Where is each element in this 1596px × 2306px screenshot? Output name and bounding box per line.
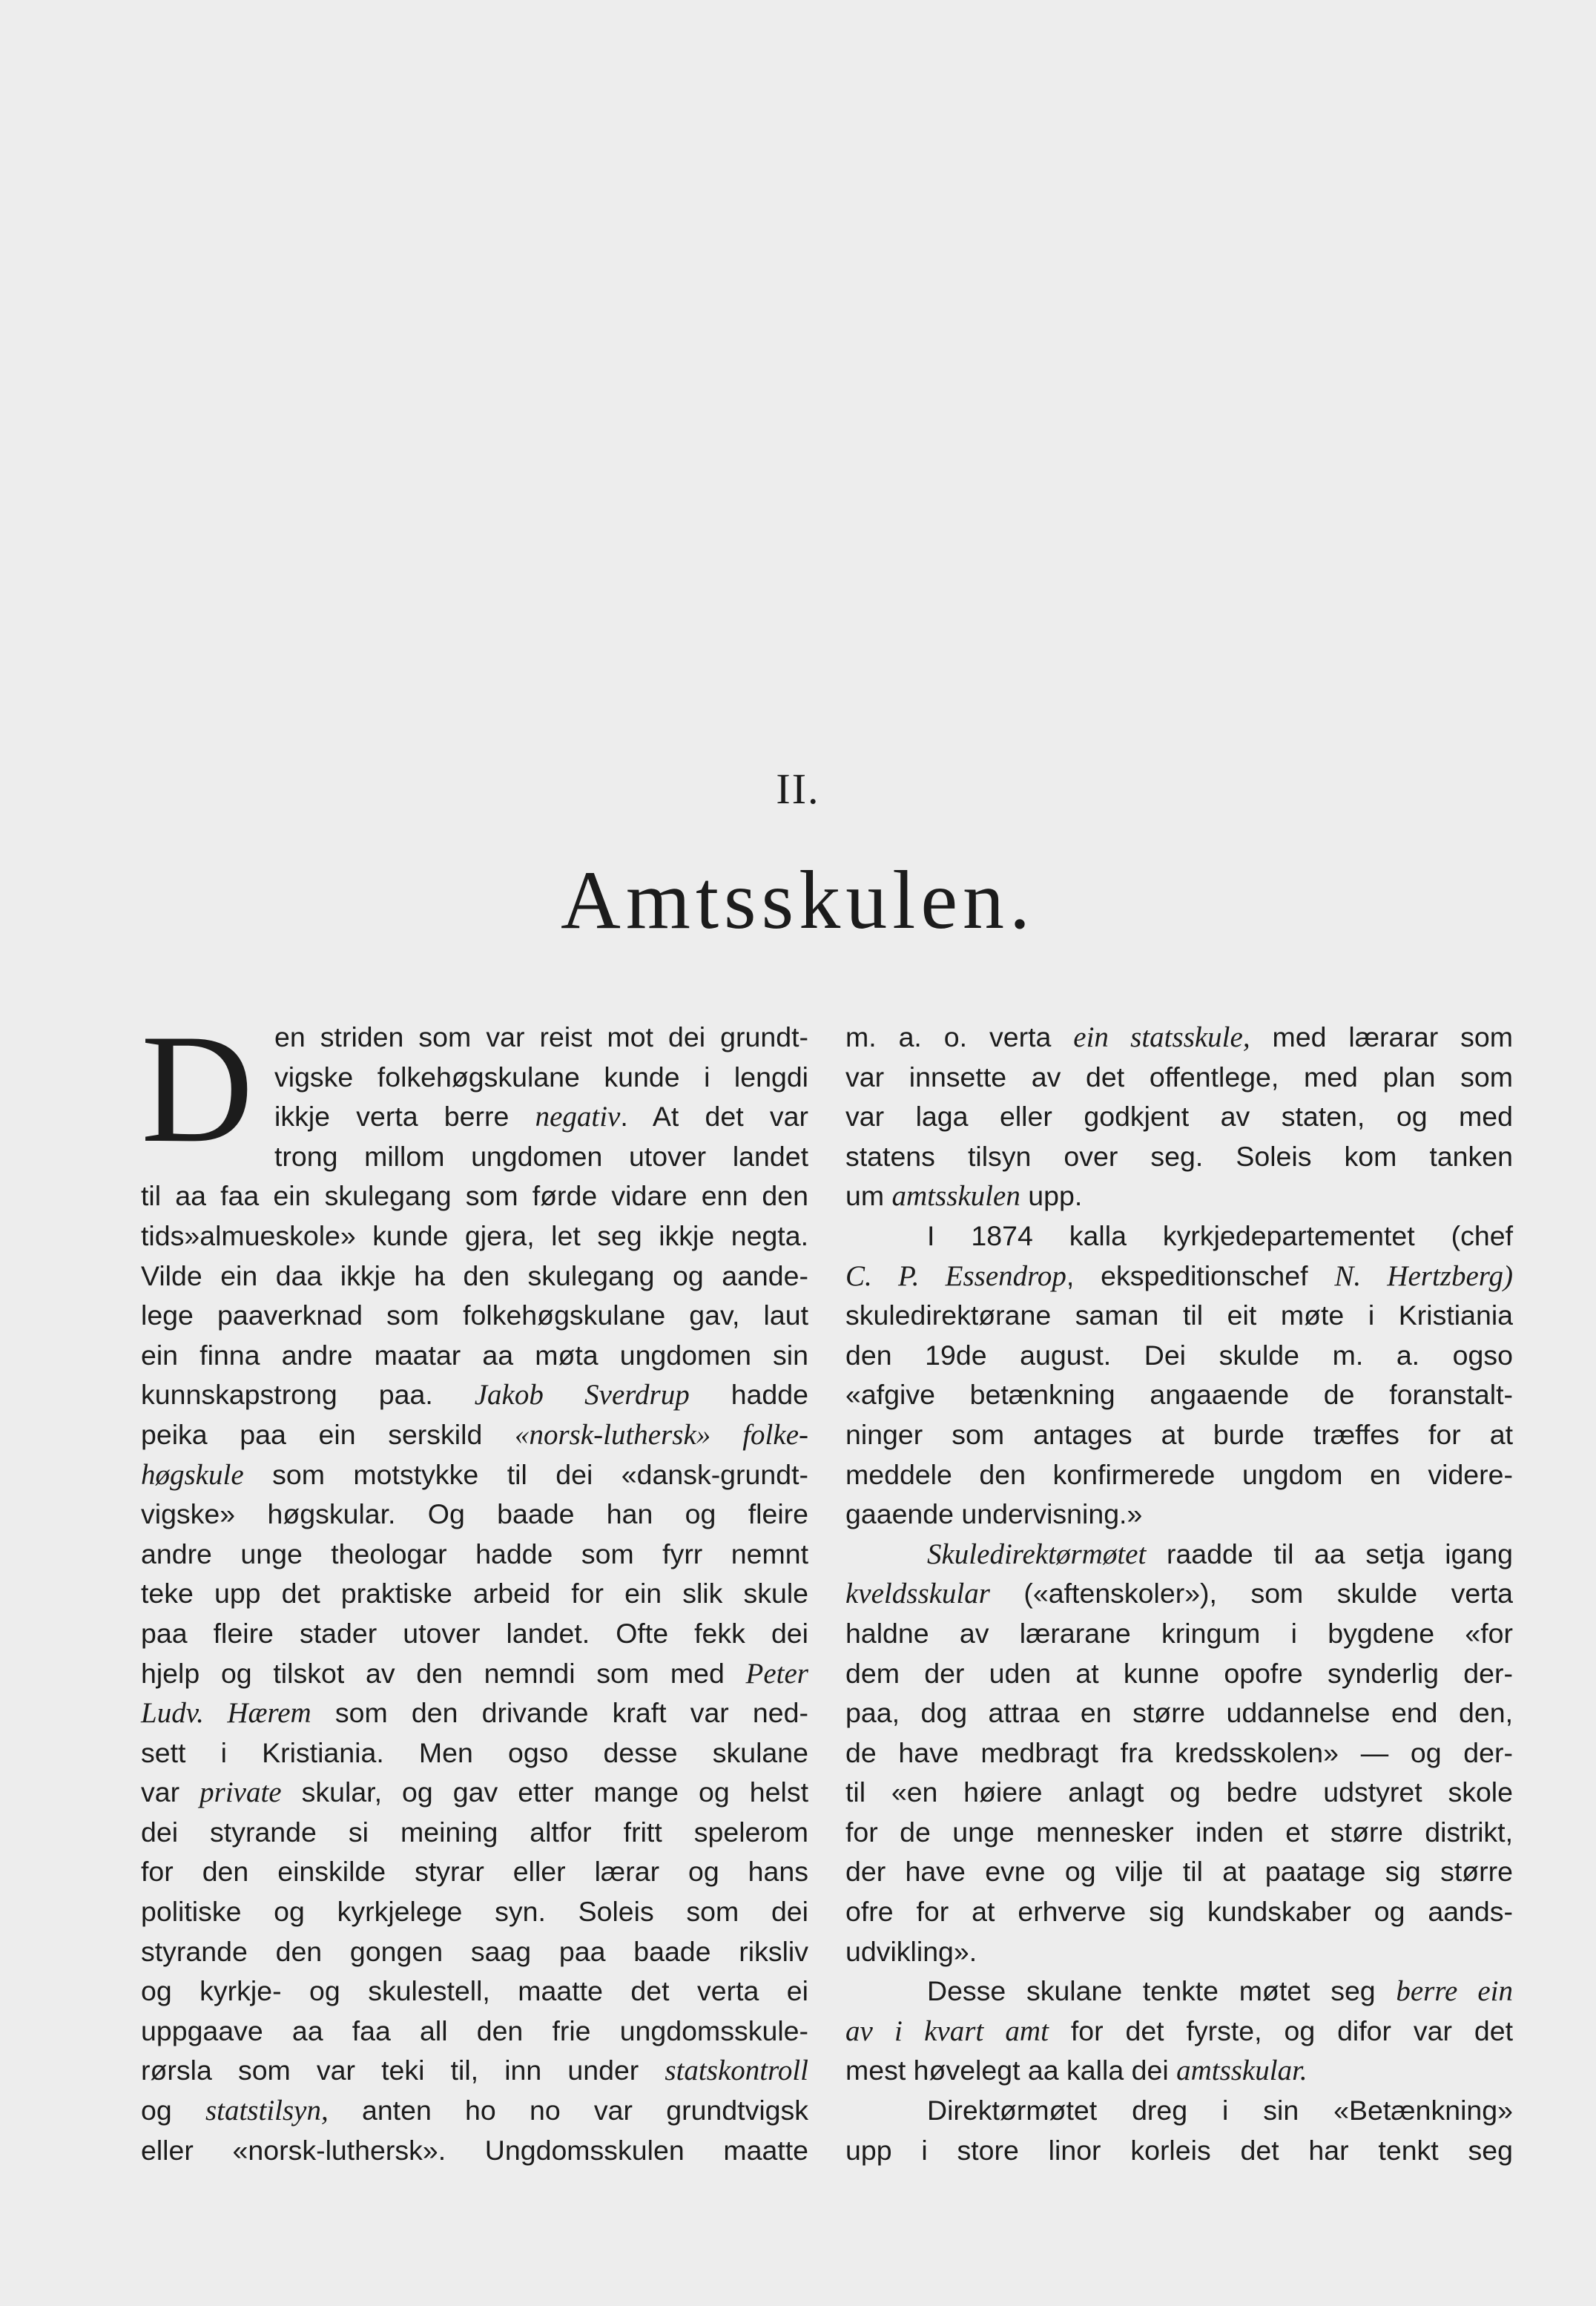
- text-line: [141, 1693, 808, 1733]
- text-line: [845, 1813, 1513, 1853]
- text-run: . At det var: [620, 1101, 808, 1133]
- text-run: til «en høiere anlagt og bedre udstyret skole: [845, 1776, 1513, 1808]
- text-line: [141, 1336, 808, 1376]
- italic-text: N. Hertzberg): [1334, 1259, 1513, 1292]
- chapter-title: Amtsskulen.: [560, 854, 1036, 946]
- text-run: peika paa ein serskild: [141, 1418, 515, 1450]
- text-line: [845, 1058, 1513, 1098]
- text-line: [845, 1336, 1513, 1376]
- text-line: [141, 1654, 808, 1694]
- chapter-number: II.: [776, 765, 820, 813]
- text-run: hjelp og tilskot av den nemndi som med: [141, 1657, 746, 1689]
- text-line: [845, 1455, 1513, 1495]
- text-line: [141, 2091, 808, 2131]
- text-run: ofre for at erhverve sig kundskaber og aands-: [845, 1896, 1513, 1928]
- text-run: ikkje verta berre: [274, 1101, 535, 1133]
- text-line: [845, 1852, 1513, 1892]
- text-run: statens tilsyn over seg. Soleis kom tanken: [845, 1140, 1513, 1172]
- text-run: rørsla som var teki til, inn under: [141, 2055, 665, 2086]
- text-line: [141, 1852, 808, 1892]
- text-run: skular, og gav etter mange og helst: [281, 1776, 809, 1808]
- text-line: [141, 2012, 808, 2052]
- text-run: dei styrande si meining altfor fritt spelerom: [141, 1816, 808, 1848]
- text-line: [845, 1256, 1513, 1297]
- text-run: styrande den gongen saag paa baade riksliv: [141, 1935, 808, 1967]
- text-run: Vilde ein daa ikkje ha den skulegang og aande-: [141, 1259, 808, 1291]
- text-run: m. a. o. verta: [845, 1021, 1074, 1052]
- text-line: [141, 1971, 808, 2012]
- text-line: [141, 1176, 808, 1216]
- text-line: [141, 1495, 808, 1535]
- text-run: for de unge mennesker inden et større distrikt,: [845, 1816, 1513, 1848]
- text-line: [845, 2091, 1513, 2131]
- text-line: [845, 1614, 1513, 1654]
- text-line: [141, 1614, 808, 1654]
- italic-text: private: [200, 1776, 282, 1809]
- text-line: [141, 1892, 808, 1932]
- text-line: [845, 1495, 1513, 1535]
- italic-text: Skuledirektørmøtet: [927, 1538, 1147, 1570]
- text-line: [845, 1892, 1513, 1932]
- text-run: Desse skulane tenkte møtet seg: [927, 1975, 1396, 2007]
- text-run: og kyrkje- og skulestell, maatte det verta ei: [141, 1975, 808, 2007]
- text-run: paa, dog attraa en større uddannelse end den,: [845, 1697, 1513, 1729]
- text-run: haldne av lærarane kringum i bygdene «for: [845, 1617, 1513, 1649]
- text-run: paa fleire stader utover landet. Ofte fekk dei: [141, 1617, 808, 1649]
- text-run: raadde til aa setja igang: [1146, 1538, 1513, 1569]
- text-run: mest høvelegt aa kalla dei: [845, 2055, 1177, 2086]
- text-run: anten ho no var grundtvigsk: [328, 2095, 809, 2127]
- text-line: [845, 1773, 1513, 1813]
- text-line: [141, 1455, 808, 1495]
- right-column: [845, 1018, 1513, 2170]
- text-line: [141, 2131, 808, 2171]
- text-run: for den einskilde styrar eller lærar og hans: [141, 1856, 808, 1888]
- text-line: [845, 1216, 1513, 1256]
- text-line: [845, 1415, 1513, 1455]
- text-run: um: [845, 1180, 892, 1212]
- text-run: var: [141, 1776, 200, 1808]
- italic-text: Jakob Sverdrup: [474, 1379, 690, 1411]
- italic-text: Peter: [745, 1657, 808, 1690]
- text-run: kunnskapstrong paa.: [141, 1379, 475, 1411]
- italic-text: av i kvart amt: [845, 2015, 1049, 2047]
- text-line: [141, 1415, 808, 1455]
- text-line: [141, 1216, 808, 1256]
- text-line: [845, 1176, 1513, 1216]
- text-line: [845, 1375, 1513, 1415]
- text-run: andre unge theologar hadde som fyrr nemnt: [141, 1538, 808, 1569]
- text-run: politiske og kyrkjelege syn. Soleis som dei: [141, 1896, 808, 1928]
- text-run: uppgaave aa faa all den frie ungdomsskule-: [141, 2015, 808, 2046]
- text-line: [845, 2131, 1513, 2171]
- italic-text: berre ein: [1396, 1975, 1513, 2008]
- text-line: [845, 1733, 1513, 1773]
- text-line: [141, 1296, 808, 1336]
- italic-text: «norsk-luthersk» folke-: [514, 1418, 809, 1451]
- text-line: [845, 2051, 1513, 2091]
- italic-text: Ludv. Hærem: [141, 1697, 311, 1730]
- text-line: [141, 1932, 808, 1972]
- text-line: [141, 1733, 808, 1773]
- text-line: [845, 1137, 1513, 1177]
- text-run: Direktørmøtet dreg i sin «Betænkning»: [927, 2095, 1513, 2127]
- text-run: som motstykke til dei «dansk-grundt-: [243, 1458, 808, 1490]
- drop-cap: D: [141, 1003, 254, 1175]
- text-run: som den drivande kraft var ned-: [311, 1697, 808, 1729]
- text-run: tids»almueskole» kunde gjera, let seg ikkje negta.: [141, 1219, 808, 1251]
- text-line: [141, 2051, 808, 2091]
- text-run: den 19de august. Dei skulde m. a. ogso: [845, 1339, 1513, 1371]
- text-run: upp.: [1020, 1180, 1083, 1212]
- text-run: og: [141, 2095, 205, 2127]
- text-run: var laga eller godkjent av staten, og med: [845, 1101, 1513, 1133]
- text-run: dem der uden at kunne opofre synderlig der-: [845, 1657, 1513, 1689]
- text-run: udvikling».: [845, 1935, 977, 1967]
- text-run: ninger som antages at burde træffes for at: [845, 1418, 1513, 1450]
- text-line: [845, 1574, 1513, 1614]
- text-run: «afgive betænkning angaaende de foranstalt-: [845, 1379, 1513, 1411]
- text-line: [845, 1693, 1513, 1733]
- italic-text: C. P. Essendrop: [845, 1259, 1066, 1292]
- text-run: sett i Kristiania. Men ogso desse skulane: [141, 1736, 808, 1768]
- text-run: («aftenskoler»), som skulde verta: [989, 1578, 1513, 1610]
- text-line: [845, 1535, 1513, 1575]
- text-run: gaaende undervisning.»: [845, 1498, 1143, 1530]
- text-run: var innsette av det offentlege, med plan som: [845, 1061, 1513, 1093]
- italic-text: ein statsskule,: [1073, 1021, 1250, 1053]
- text-line: [845, 1296, 1513, 1336]
- left-column: [141, 1003, 809, 2170]
- text-run: eller «norsk-luthersk». Ungdomsskulen maatte: [141, 2134, 808, 2166]
- italic-text: amtsskular.: [1176, 2055, 1308, 2087]
- text-line: [845, 1971, 1513, 2012]
- text-line: [141, 1375, 808, 1415]
- text-run: vigske folkehøgskulane kunde i lengdi: [274, 1061, 808, 1093]
- text-line: [141, 1813, 808, 1853]
- text-run: meddele den konfirmerede ungdom en videre-: [845, 1458, 1513, 1490]
- text-line: [845, 1654, 1513, 1694]
- italic-text: høgskule: [141, 1458, 244, 1491]
- text-line: [845, 1932, 1513, 1972]
- text-run: ein finna andre maatar aa møta ungdomen sin: [141, 1339, 808, 1371]
- text-run: lege paaverknad som folkehøgskulane gav, laut: [141, 1299, 808, 1331]
- text-line: [141, 1256, 808, 1297]
- text-line: [845, 1097, 1513, 1137]
- text-run: upp i store linor korleis det har tenkt seg: [845, 2134, 1513, 2166]
- italic-text: amtsskulen: [891, 1180, 1020, 1213]
- text-run: med lærarar som: [1250, 1021, 1513, 1052]
- text-run: vigske» høgskular. Og baade han og fleire: [141, 1498, 808, 1530]
- text-run: til aa faa ein skulegang som førde vidare enn den: [141, 1180, 808, 1212]
- text-line: [141, 1773, 808, 1813]
- text-run: for det fyrste, og difor var det: [1048, 2015, 1514, 2046]
- text-line: [141, 1535, 808, 1575]
- text-run: de have medbragt fra kredsskolen» — og der-: [845, 1736, 1513, 1768]
- italic-text: statstilsyn,: [205, 2095, 329, 2127]
- text-line: [845, 1018, 1513, 1058]
- italic-text: statskontroll: [665, 2055, 808, 2087]
- text-run: trong millom ungdomen utover landet: [274, 1140, 808, 1172]
- text-run: skuledirektørane saman til eit møte i Kristiania: [845, 1299, 1513, 1331]
- text-run: , ekspeditionschef: [1066, 1259, 1335, 1291]
- italic-text: negativ: [535, 1101, 621, 1133]
- text-run: hadde: [689, 1379, 808, 1411]
- text-run: I 1874 kalla kyrkjedepartementet (chef: [927, 1219, 1513, 1251]
- text-run: der have evne og vilje til at paatage sig større: [845, 1856, 1513, 1888]
- text-line: [141, 1574, 808, 1614]
- text-run: teke upp det praktiske arbeid for ein slik skule: [141, 1578, 808, 1610]
- text-run: en striden som var reist mot dei grundt-: [274, 1021, 808, 1052]
- text-line: [845, 2012, 1513, 2052]
- italic-text: kveldsskular: [845, 1578, 990, 1610]
